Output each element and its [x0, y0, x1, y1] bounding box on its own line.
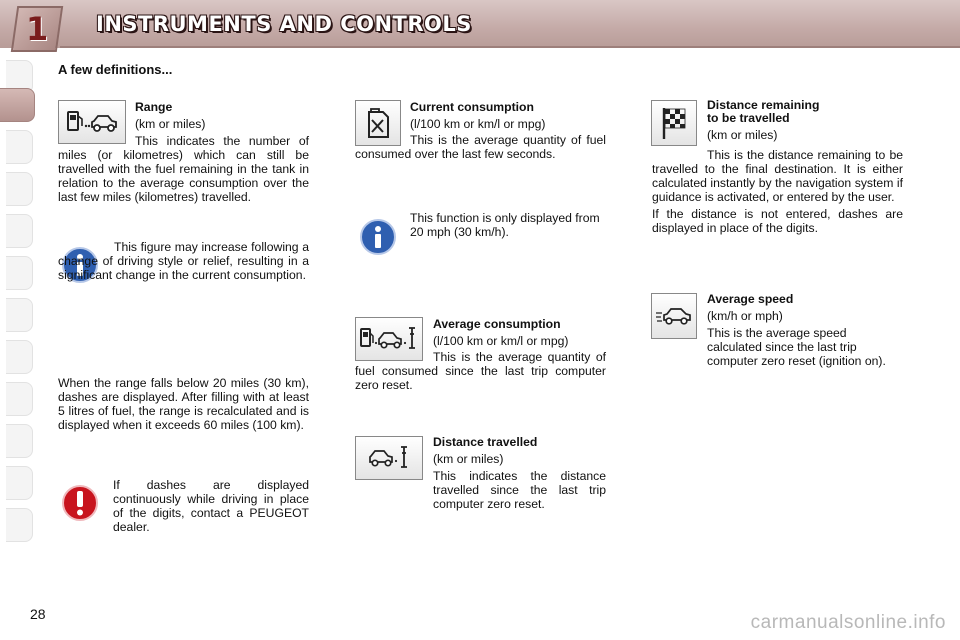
average-speed-icon [655, 304, 693, 328]
side-tab[interactable] [6, 214, 33, 248]
chapter-title: INSTRUMENTS AND CONTROLS [96, 12, 472, 36]
range-dashes-block [58, 376, 309, 435]
chapter-badge [11, 6, 63, 52]
section-heading: A few definitions... [58, 62, 173, 77]
range-definition [135, 100, 309, 134]
page-number: 28 [30, 606, 46, 622]
side-tab[interactable] [6, 340, 33, 374]
side-tab[interactable] [6, 466, 33, 500]
range-fuel-car-icon [64, 107, 120, 137]
current-consumption-text-block [355, 133, 606, 164]
distance-remaining-definition [707, 99, 903, 145]
checkered-flag-icon [658, 105, 690, 141]
average-consumption-title: Average consumption [433, 317, 561, 331]
current-consumption-text: This is the average quantity of fuel consumed over the last few seconds. [355, 133, 606, 161]
distance-travelled-icon [367, 444, 411, 472]
side-tab[interactable] [6, 172, 33, 206]
average-speed-definition [707, 292, 903, 371]
distance-remaining-text-block [652, 148, 903, 238]
average-consumption-text-block [355, 350, 606, 395]
range-title: Range [135, 100, 173, 114]
current-info-text: This function is only displayed from 20 mph (30 km/h). [410, 211, 600, 239]
side-tab[interactable] [6, 298, 33, 332]
warning-icon [61, 484, 99, 522]
range-info-text: This figure may increase following a change of driving style or relief, resulting in a significant change in the current consumption. [58, 240, 309, 282]
average-consumption-text: This is the average quantity of fuel consumed since the last trip computer zero reset. [355, 350, 606, 392]
range-warning-block [113, 478, 309, 537]
side-tab[interactable] [6, 508, 33, 542]
range-dashes-text: When the range falls below 20 miles (30 km), dashes are displayed. After filling with at least 5 litres of fuel, the range is recalculated and is displayed when it exceeds 60 miles (100 km). [58, 376, 309, 432]
distance-remaining-text2: If the distance is not entered, dashes are displayed in place of the digits. [652, 207, 903, 235]
watermark: carmanualsonline.info [750, 612, 946, 633]
side-tab[interactable] [6, 256, 33, 290]
side-tab[interactable] [6, 130, 33, 164]
distance-travelled-title: Distance travelled [433, 435, 538, 449]
info-icon [359, 218, 397, 256]
distance-remaining-text1: This is the distance remaining to be travelled to the final destination. It is either calculated instantly by the navigation system if guidance is activated, or entered by the user. [652, 148, 903, 204]
average-speed-icon-box [651, 293, 697, 339]
current-consumption-unit: (l/100 km or km/l or mpg) [410, 117, 546, 131]
distance-remaining-icon-box [651, 100, 697, 146]
chapter-number: 1 [25, 10, 49, 48]
current-consumption-title: Current consumption [410, 100, 534, 114]
average-consumption-definition [433, 317, 606, 351]
average-speed-title: Average speed [707, 292, 794, 306]
side-tab[interactable] [6, 382, 33, 416]
side-tab[interactable] [6, 424, 33, 458]
range-text: This indicates the number of miles (or kilometres) which can still be travelled with the fuel remaining in the tank in relation to the average consumption over the last few miles (kilometres) travelled. [58, 134, 309, 204]
side-tab-active[interactable] [0, 88, 35, 122]
average-consumption-unit: (l/100 km or km/l or mpg) [433, 334, 569, 348]
range-text-block [58, 134, 309, 207]
distance-remaining-title-line1: Distance remaining [707, 98, 820, 112]
distance-remaining-title-line2: to be travelled [707, 111, 790, 125]
average-speed-text: This is the average speed calculated since the last trip computer zero reset (ignition on). [707, 326, 886, 368]
header-underline [60, 46, 960, 48]
current-consumption-definition [410, 100, 606, 134]
distance-remaining-unit: (km or miles) [707, 128, 778, 142]
current-info-block [410, 211, 606, 242]
distance-travelled-definition [433, 435, 606, 514]
side-tabs [0, 60, 34, 580]
range-unit: (km or miles) [135, 117, 206, 131]
distance-travelled-text: This indicates the distance travelled since the last trip computer zero reset. [433, 469, 606, 511]
range-info-block [58, 240, 309, 285]
distance-travelled-unit: (km or miles) [433, 452, 504, 466]
range-warning-text: If dashes are displayed continuously while driving in place of the digits, contact a PEUGEOT dealer. [113, 478, 309, 534]
average-speed-unit: (km/h or mph) [707, 309, 783, 323]
distance-travelled-icon-box [355, 436, 423, 480]
